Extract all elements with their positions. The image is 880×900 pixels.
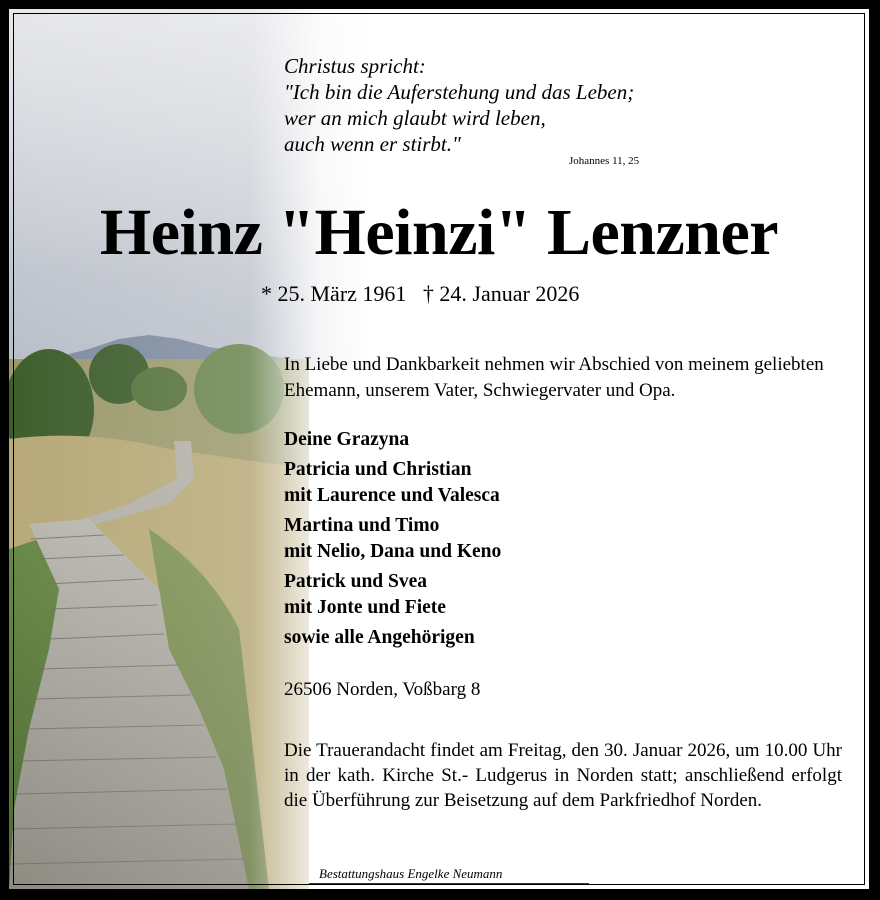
- quote-line: wer an mich glaubt wird leben,: [284, 106, 546, 130]
- life-dates: * 25. März 1961 † 24. Januar 2026: [261, 281, 580, 306]
- family-group: [284, 569, 501, 621]
- quote-line: "Ich bin die Auferstehung und das Leben;: [284, 80, 635, 104]
- family-group: [284, 457, 501, 509]
- ceremony-info: Die Trauerandacht findet am Freitag, den 30. Januar 2026, um 10.00 Uhr in der kath. Kirche St.- Ludgerus in Norden statt; anschließend erfolgt die Überführung zur Beisetzung auf dem Parkfriedhof Norden.: [284, 740, 842, 811]
- family-member: Patrick und Svea: [284, 571, 428, 592]
- family-group: [284, 625, 501, 651]
- family-member: mit Jonte und Fiete: [284, 597, 446, 618]
- family-list: [284, 427, 501, 655]
- obituary-card: [8, 8, 870, 890]
- farewell-text: In Liebe und Dankbarkeit nehmen wir Abschied von meinem geliebten Ehemann, unserem Vater, Schwiegervater und Opa.: [284, 354, 824, 401]
- footer-divider: [309, 883, 589, 884]
- family-member: Patricia und Christian: [284, 459, 472, 480]
- family-group: [284, 427, 501, 453]
- family-member: Martina und Timo: [284, 515, 440, 536]
- bible-quote: [284, 53, 634, 157]
- family-member: mit Nelio, Dana und Keno: [284, 541, 502, 562]
- family-member: mit Laurence und Valesca: [284, 485, 500, 506]
- deceased-name: Heinz "Heinzi" Lenzner: [99, 196, 779, 269]
- quote-reference: Johannes 11, 25: [569, 155, 640, 167]
- family-member: Deine Grazyna: [284, 429, 410, 450]
- family-address: 26506 Norden, Voßbarg 8: [284, 679, 481, 700]
- family-member: sowie alle Angehörigen: [284, 627, 475, 648]
- quote-line: Christus spricht:: [284, 54, 426, 78]
- family-group: [284, 513, 501, 565]
- funeral-home-name: Bestattungshaus Engelke Neumann: [319, 866, 503, 881]
- quote-line: auch wenn er stirbt.": [284, 132, 461, 156]
